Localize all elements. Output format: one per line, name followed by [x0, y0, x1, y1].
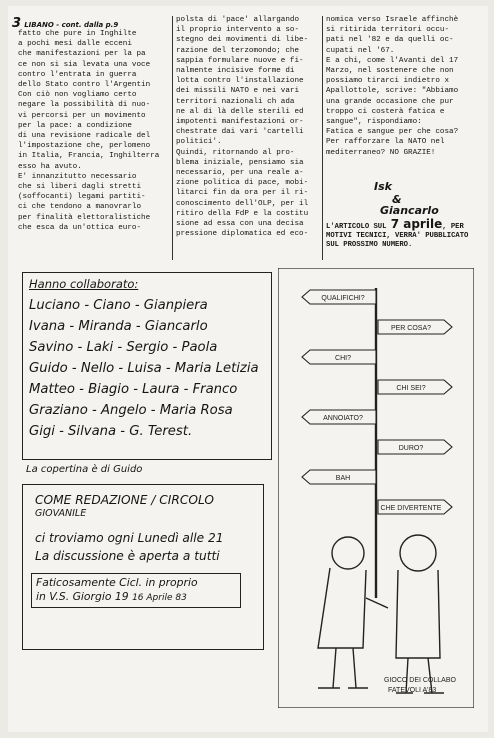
- article-line: a pochi mesi dalle ecceni: [18, 40, 132, 49]
- collaborator-row: Matteo - Biagio - Laura - Franco: [29, 382, 238, 397]
- article-line: dello Stato contro l'Argentin: [18, 81, 151, 90]
- article-line: Fatica e sangue per che cosa?: [326, 128, 459, 137]
- column-rule-2: [322, 16, 323, 260]
- cartoon-sign: [302, 290, 376, 304]
- article-line: Con ciò non vogliamo certo: [18, 91, 137, 100]
- article-line: esso ha avuto.: [18, 162, 82, 171]
- article-line: necessario, per una reale a-: [176, 169, 304, 178]
- article-line: possiamo tirarci indietro x: [326, 77, 450, 86]
- article-line: mediterraneo? NO GRAZIE!: [326, 148, 436, 157]
- notice-date: 7 aprile: [390, 217, 443, 231]
- article-line: ci che tendono a manovrarlo: [18, 203, 142, 212]
- collaborator-row: Luciano - Ciano - Gianpiera: [29, 298, 208, 313]
- column-rule-1: [172, 16, 173, 260]
- article-line: che si liberi dagli stretti: [18, 183, 142, 192]
- stamp-line-1: Faticosamente Cicl. in proprio: [36, 576, 198, 589]
- cartoon-sign: [302, 410, 376, 424]
- article-line: lotta contro l'installazione: [176, 77, 304, 86]
- article-line: sione ad essa con una decisa: [176, 220, 304, 229]
- article-line: litarci fin da ora per il ri-: [176, 189, 309, 198]
- cartoon-illustration: [278, 268, 474, 708]
- article-line: pati nel '82 e da quelli oc-: [326, 36, 454, 45]
- article-line: negare la possibilità di nuo-: [18, 101, 151, 110]
- article-line: ce non si sia levata una voce: [18, 60, 151, 69]
- article-line: per la pace: a condizione: [18, 121, 132, 130]
- collaborators-box: [22, 272, 272, 460]
- article-line: Marzo, nel sostenere che non: [326, 67, 454, 76]
- signature-1: Isk: [374, 180, 392, 193]
- cartoon-sign: [378, 500, 452, 514]
- stamp-line-2: in V.S. Giorgio 19: [36, 590, 129, 603]
- continuation-label: LIBANO - cont. dalla p.9: [24, 21, 119, 29]
- svg-text:CHI SEI?: CHI SEI?: [396, 385, 426, 392]
- svg-text:DURO?: DURO?: [398, 445, 424, 452]
- article-line: troppo ci costerà fatica e: [326, 107, 445, 116]
- article-line: impotenti manifestazioni or-: [176, 118, 304, 127]
- cartoon-sign: [378, 380, 452, 394]
- article-line: si ritirida territori occu-: [326, 26, 450, 35]
- article-line: l'impostazione che, perlomeno: [18, 142, 151, 151]
- signature-2: Giancarlo: [380, 204, 439, 217]
- notice-prefix: L'ARTICOLO SUL: [326, 223, 387, 231]
- svg-text:CHE DIVERTENTE: CHE DIVERTENTE: [380, 505, 442, 512]
- article-line: razione del terzomondo; che: [176, 46, 300, 55]
- cartoon-sign: [378, 440, 452, 454]
- article-line: ne al di là delle sterili ed: [176, 107, 304, 116]
- cartoon-sign: [378, 320, 452, 334]
- svg-text:CHI?: CHI?: [335, 355, 351, 362]
- cover-credit: La copertina è di Guido: [26, 464, 143, 475]
- notice-line-3: SUL PROSSIMO NUMERO.: [326, 241, 413, 249]
- article-line: E a chi, come l'Avanti del 17: [326, 56, 459, 65]
- collaborator-row: Gigi - Silvana - G. Terest.: [29, 424, 193, 439]
- article-line: il proprio intervento a so-: [176, 26, 300, 35]
- collaborators-title: Hanno collaborato:: [29, 277, 139, 291]
- svg-text:PER COSA?: PER COSA?: [390, 325, 432, 332]
- cartoon-sign: [302, 350, 376, 364]
- svg-text:BAH: BAH: [335, 475, 351, 482]
- article-line: Quindi, ritornando al pro-: [176, 148, 295, 157]
- article-line: contro l'entrata in guerra: [18, 70, 137, 79]
- article-line: cupati nel '67.: [326, 46, 395, 55]
- article-line: dei missili NATO e nei vari: [176, 87, 300, 96]
- article-line: conoscimento dell'OLP, per il: [176, 199, 309, 208]
- article-line: che manifestazioni per la pa: [18, 50, 146, 59]
- article-line: fatto che pure in Inghilte: [18, 30, 137, 38]
- article-line: chestrate dai vari 'cartelli: [176, 128, 304, 137]
- article-line: vi percorsi per un movimento: [18, 111, 146, 120]
- print-stamp: [31, 573, 241, 608]
- article-line: nalmente incisive forme di: [176, 67, 295, 76]
- article-line: che esca da un'ottica euro-: [18, 223, 142, 232]
- article-line: in Italia, Francia, Inghilterra: [18, 152, 160, 161]
- article-column-3: [326, 15, 476, 158]
- article-line: E' innanzitutto necessario: [18, 172, 137, 181]
- article-line: pressione diplomatica ed eco-: [176, 230, 309, 239]
- stamp-date: 16 Aprile 83: [132, 593, 187, 603]
- article-column-1: [18, 29, 170, 233]
- article-line: territori nazionali ch ada: [176, 97, 295, 106]
- article-line: nomica verso Israele affinchè: [326, 16, 459, 24]
- redazione-box: [22, 484, 264, 650]
- article-line: polsta di 'pace' allargando: [176, 16, 300, 24]
- notice-line-2: MOTIVI TECNICI, VERRA' PUBBLICATO: [326, 232, 469, 240]
- article-line: per finalità elettoralistiche: [18, 213, 151, 222]
- article-line: blema iniziale, pensiamo sia: [176, 158, 304, 167]
- article-line: ritiro della FdP e la costitu: [176, 209, 309, 218]
- cartoon-credit-2: FATEVOLI A'83: [388, 687, 437, 694]
- article-line: (soffocanti) legami partiti-: [18, 193, 146, 202]
- article-line: di una revisione radicale del: [18, 132, 151, 141]
- article-column-2: [176, 15, 321, 239]
- redazione-line-1b: GIOVANILE: [35, 508, 87, 519]
- cartoon-credit-1: GIOCO DEI COLLABO: [384, 677, 456, 684]
- collaborator-row: Graziano - Angelo - Maria Rosa: [29, 403, 233, 418]
- cartoon-sign: [302, 470, 376, 484]
- collaborator-row: Savino - Laki - Sergio - Paola: [29, 340, 218, 355]
- notice-block: [326, 217, 474, 250]
- notice-suffix: , PER: [442, 223, 464, 231]
- article-line: una grande occasione che pur: [326, 97, 454, 106]
- article-line: Apallottole, scrive: "Abbiamo: [326, 87, 459, 96]
- collaborator-row: Ivana - Miranda - Giancarlo: [29, 319, 208, 334]
- article-line: Per rafforzare la NATO nel: [326, 138, 445, 147]
- collaborator-row: Guido - Nello - Luisa - Maria Letizia: [29, 361, 259, 376]
- svg-text:QUALIFICHI?: QUALIFICHI?: [321, 295, 365, 302]
- page-number: 3: [12, 16, 22, 31]
- article-line: zione politica di pace, mobi-: [176, 179, 309, 188]
- svg-text:ANNOIATO?: ANNOIATO?: [323, 415, 363, 422]
- signature-and: &: [392, 193, 402, 206]
- article-line: stegno dei movimenti di libe-: [176, 36, 309, 45]
- article-line: politici'.: [176, 138, 222, 147]
- redazione-line-1: COME REDAZIONE / CIRCOLO: [35, 493, 214, 507]
- article-line: sappia formulare nuove e fi-: [176, 56, 304, 65]
- article-line: sangue", rispondiamo:: [326, 118, 422, 127]
- redazione-line-2: ci troviamo ogni Lunedì alle 21: [35, 531, 224, 545]
- redazione-line-3: La discussione è aperta a tutti: [35, 549, 220, 563]
